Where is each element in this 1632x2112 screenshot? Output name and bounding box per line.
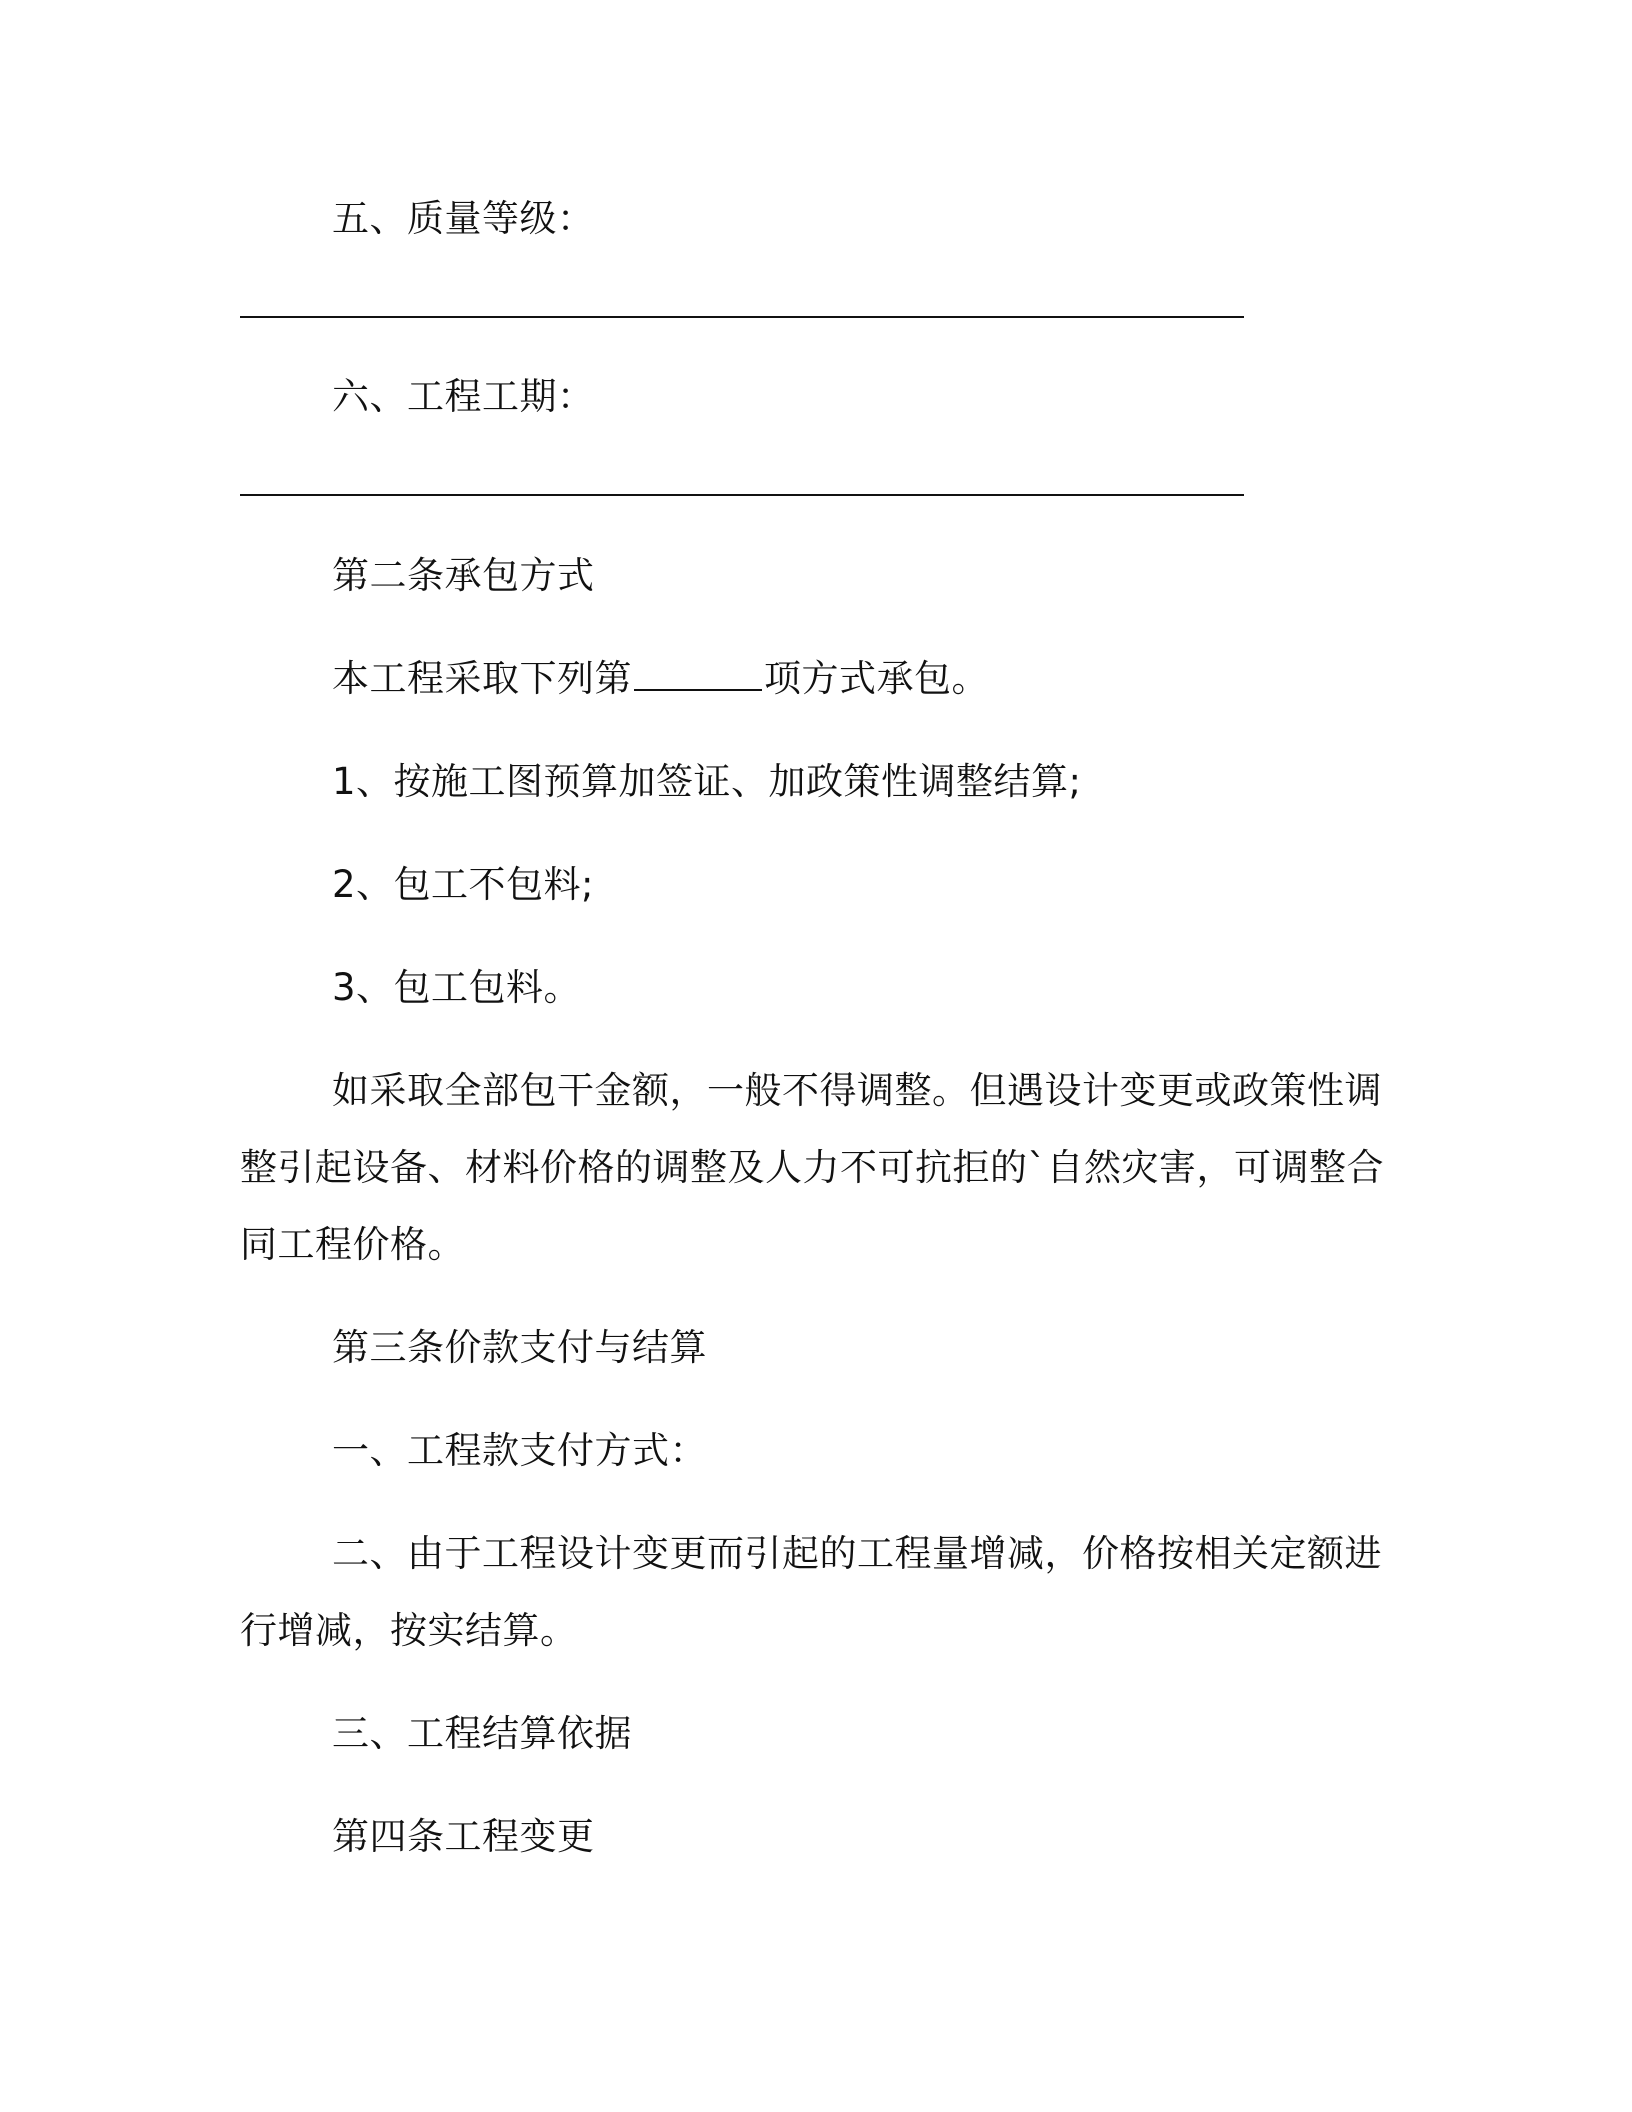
- article2-paragraph-line-2: 整引起设备、材料价格的调整及人力不可抗拒的`自然灾害，可调整合: [240, 1146, 1384, 1189]
- article2-intro-blank: [634, 659, 762, 691]
- article3-item-3: 三、工程结算依据: [332, 1712, 632, 1755]
- article2-intro: [332, 657, 989, 701]
- article3-item-2-line-2: 行增减，按实结算。: [240, 1609, 578, 1652]
- article2-item-3: 3、包工包料。: [332, 966, 582, 1009]
- blank-line-construction-period: [240, 494, 1244, 496]
- article2-paragraph-line-3: 同工程价格。: [240, 1223, 465, 1266]
- article2-item-1: 1、按施工图预算加签证、加政策性调整结算;: [332, 760, 1082, 803]
- article2-item-2: 2、包工不包料;: [332, 863, 595, 906]
- article3-item-2-line-1: 二、由于工程设计变更而引起的工程量增减，价格按相关定额进: [332, 1532, 1382, 1575]
- article3-item-1: 一、工程款支付方式：: [332, 1429, 707, 1472]
- blank-line-quality-grade: [240, 316, 1244, 318]
- article4-title: 第四条工程变更: [332, 1815, 595, 1858]
- article2-paragraph-line-1: 如采取全部包干金额，一般不得调整。但遇设计变更或政策性调: [332, 1069, 1382, 1112]
- section6-title: 六、工程工期：: [332, 375, 595, 418]
- article3-title: 第三条价款支付与结算: [332, 1326, 707, 1369]
- article2-title: 第二条承包方式: [332, 554, 595, 597]
- section5-title: 五、质量等级：: [332, 197, 595, 240]
- article2-intro-before: 本工程采取下列第: [332, 657, 632, 700]
- article2-intro-after: 项方式承包。: [764, 657, 989, 700]
